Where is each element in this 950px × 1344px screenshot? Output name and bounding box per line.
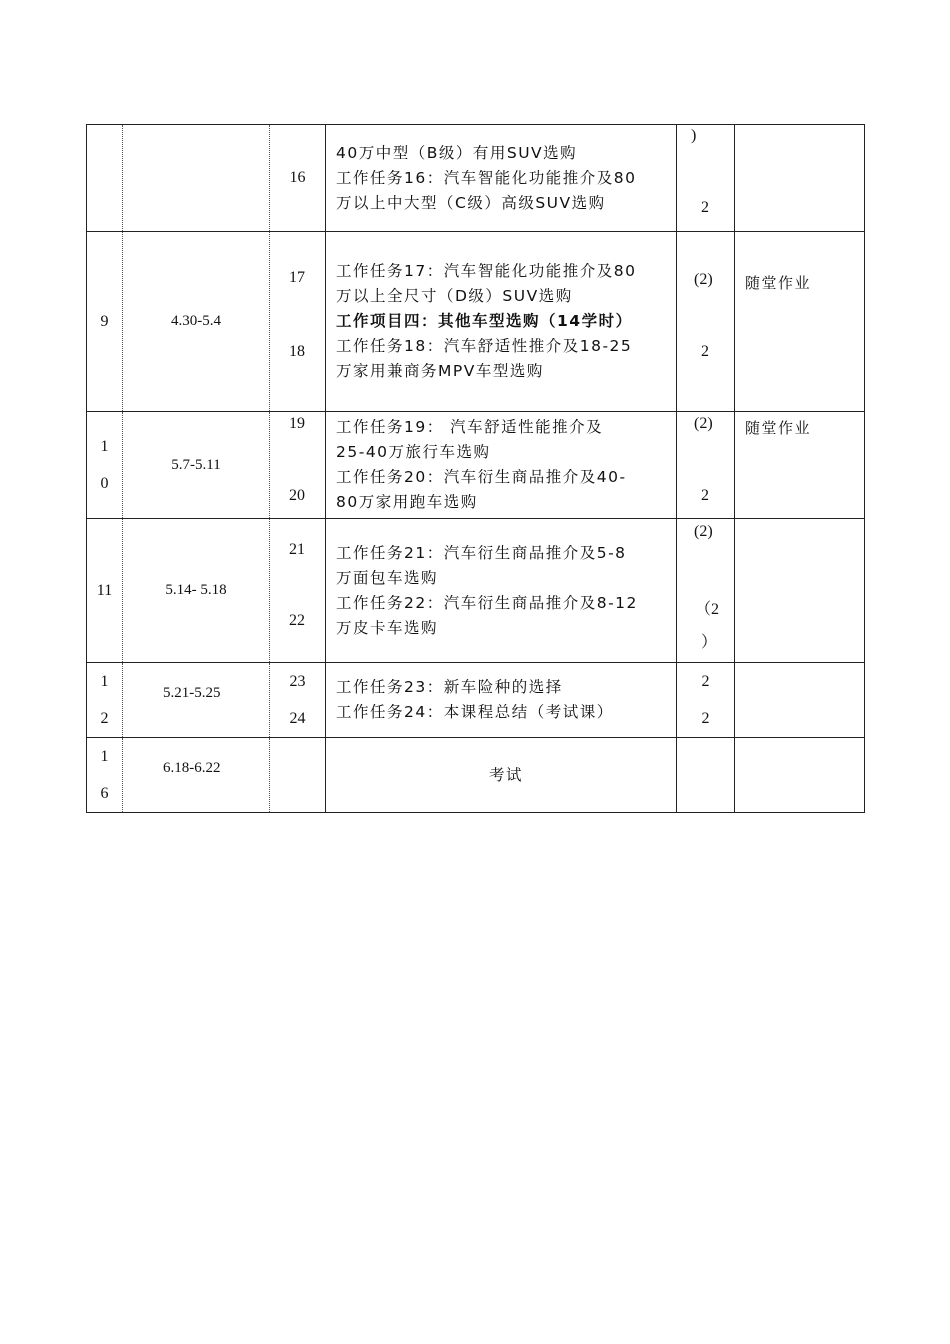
- hours-value: 2: [701, 343, 709, 360]
- hours-cell: [677, 663, 735, 738]
- week-number: 11: [96, 581, 113, 599]
- task-cell: [326, 738, 677, 813]
- week-cell: [87, 412, 123, 519]
- date-range: 5.21-5.25: [163, 685, 221, 701]
- lesson-number: 24: [289, 710, 306, 727]
- note-cell: [735, 519, 865, 663]
- hours-cell: [677, 125, 735, 232]
- task-line: 工作任务24：本课程总结（考试课）: [336, 703, 614, 721]
- week-cell: [87, 232, 123, 412]
- task-cell: [326, 663, 677, 738]
- week-number: 1: [100, 438, 109, 455]
- hours-cell: [677, 519, 735, 663]
- table-row: [87, 663, 865, 738]
- task-cell: [326, 519, 677, 663]
- lesson-number-cell: [270, 519, 326, 663]
- task-cell: [326, 232, 677, 412]
- date-cell: [123, 412, 270, 519]
- lesson-number: 20: [289, 487, 305, 504]
- week-number: 6: [100, 785, 109, 802]
- week-number: 9: [100, 312, 109, 330]
- task-line: 25-40万旅行车选购: [336, 443, 491, 461]
- task-line: 万皮卡车选购: [336, 618, 439, 637]
- exam-label: 考试: [488, 765, 523, 784]
- hours-value: (2): [694, 415, 713, 432]
- task-line: 工作任务19： 汽车舒适性能推介及: [336, 418, 604, 436]
- table-row: [87, 232, 865, 412]
- schedule-table: [86, 124, 865, 813]
- week-cell: [87, 738, 123, 813]
- date-cell: [123, 663, 270, 738]
- note-cell: [735, 125, 865, 232]
- project-heading: 工作项目四：其他车型选购（14学时）: [336, 312, 633, 330]
- hours-cell: [677, 412, 735, 519]
- lesson-number: 23: [289, 673, 306, 690]
- week-cell: [87, 125, 123, 232]
- lesson-number-cell: [270, 412, 326, 519]
- task-line: 40万中型（B级）有用SUV选购: [336, 143, 578, 162]
- date-range: 4.30-5.4: [171, 313, 221, 329]
- hours-value: 2: [701, 199, 709, 216]
- lesson-number-cell: [270, 125, 326, 232]
- note-cell: [735, 412, 865, 519]
- note-cell: [735, 663, 865, 738]
- task-line: 万家用兼商务MPV车型选购: [336, 362, 544, 380]
- table-row: [87, 412, 865, 519]
- lesson-number: 21: [289, 541, 305, 558]
- task-line: 工作任务18：汽车舒适性推介及18-25: [336, 337, 633, 355]
- task-line: 工作任务16：汽车智能化功能推介及80: [336, 168, 637, 187]
- date-cell: [123, 232, 270, 412]
- table-row: [87, 738, 865, 813]
- note-text: 随堂作业: [745, 419, 812, 437]
- date-range: 6.18-6.22: [163, 760, 221, 776]
- task-line: 万以上中大型（C级）高级SUV选购: [336, 193, 606, 212]
- week-cell: [87, 519, 123, 663]
- note-text: 随堂作业: [745, 274, 812, 292]
- week-number: 2: [100, 710, 109, 727]
- hours-value: ): [691, 127, 697, 144]
- lesson-number: 16: [289, 169, 306, 186]
- week-number: 1: [100, 673, 109, 690]
- hours-value: (2): [694, 271, 713, 288]
- task-line: 80万家用跑车选购: [336, 493, 478, 511]
- task-line: 万以上全尺寸（D级）SUV选购: [336, 287, 573, 305]
- note-cell: [735, 232, 865, 412]
- date-cell: [123, 738, 270, 813]
- note-cell: [735, 738, 865, 813]
- lesson-number: 18: [289, 343, 305, 360]
- week-number: 0: [100, 475, 109, 492]
- lesson-number: 22: [289, 612, 305, 629]
- hours-value: 2: [701, 710, 710, 727]
- task-line: 工作任务20：汽车衍生商品推介及40-: [336, 468, 627, 486]
- week-number: 1: [100, 748, 109, 765]
- table-row: [87, 519, 865, 663]
- hours-value: 2: [701, 487, 709, 504]
- task-line: 工作任务23：新车险种的选择: [336, 678, 563, 696]
- date-cell: [123, 125, 270, 232]
- task-cell: [326, 412, 677, 519]
- date-range: 5.14- 5.18: [165, 582, 227, 598]
- hours-value: （2: [695, 601, 720, 618]
- date-cell: [123, 519, 270, 663]
- lesson-number: 19: [289, 415, 305, 432]
- lesson-number-cell: [270, 663, 326, 738]
- task-line: 工作任务17：汽车智能化功能推介及80: [336, 262, 637, 280]
- hours-value: (2): [694, 523, 713, 540]
- hours-value: 2: [701, 673, 710, 690]
- lesson-number: 17: [289, 269, 305, 286]
- table-row: [87, 125, 865, 232]
- lesson-number-cell: [270, 232, 326, 412]
- week-cell: [87, 663, 123, 738]
- task-line: 万面包车选购: [336, 568, 439, 587]
- hours-cell: [677, 738, 735, 813]
- task-cell: [326, 125, 677, 232]
- hours-value: ）: [701, 634, 718, 651]
- hours-cell: [677, 232, 735, 412]
- date-range: 5.7-5.11: [171, 456, 221, 473]
- lesson-number-cell: [270, 738, 326, 813]
- task-line: 工作任务22：汽车衍生商品推介及8-12: [336, 593, 638, 612]
- task-line: 工作任务21：汽车衍生商品推介及5-8: [336, 543, 627, 562]
